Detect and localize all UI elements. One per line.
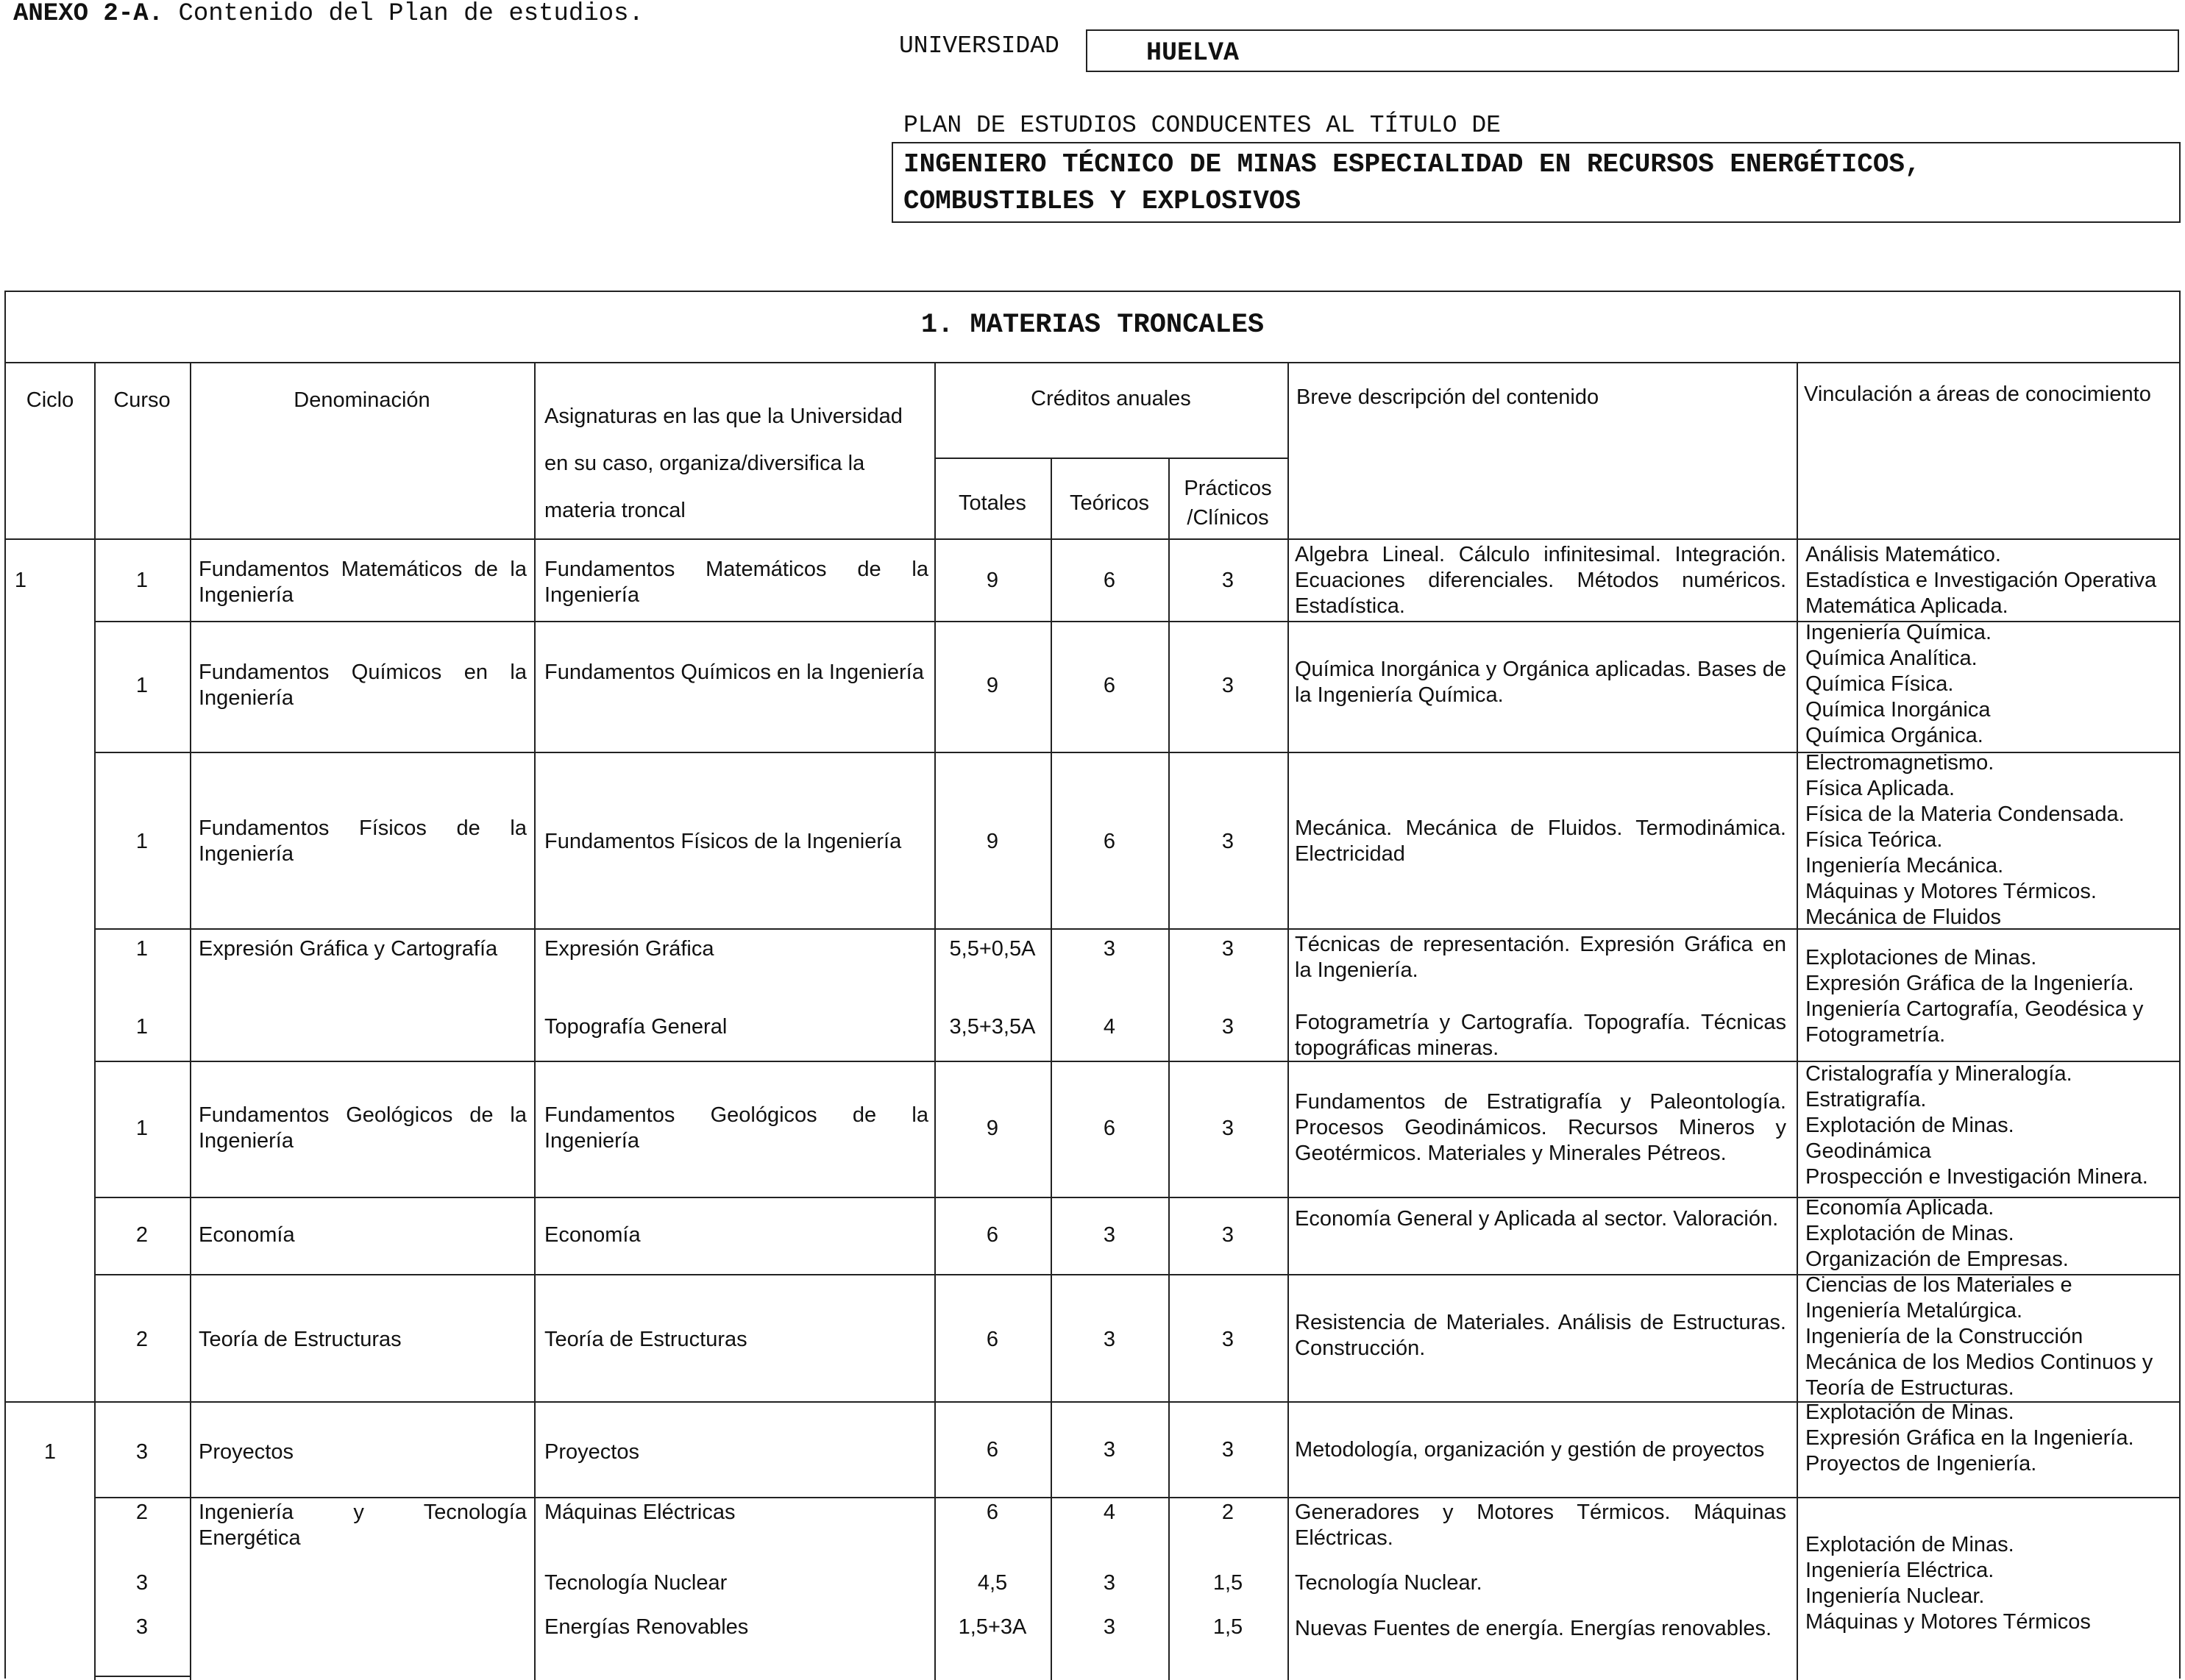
cell-descripcion: Algebra Lineal. Cálculo infinitesimal. Integración. Ecuaciones diferenciales. Métodos numéricos. Estadística.: [1295, 543, 1786, 618]
cell-teoricos: 4: [1103, 1501, 1116, 1524]
cell-area: Ingeniería Nuclear.: [1805, 1584, 1985, 1608]
degree-title: [903, 146, 2169, 220]
divider: [1287, 362, 1289, 1680]
cell-area: Estadística e Investigación Operativa: [1805, 569, 2157, 592]
cell-area: Explotación de Minas.: [1805, 1533, 2014, 1556]
header-vinculacion: Vinculación a áreas de conocimiento: [1804, 382, 2151, 406]
cell-practicos: 3: [1221, 1015, 1234, 1039]
cell-area: Ingeniería Cartografía, Geodésica y: [1805, 997, 2144, 1021]
cell-descripcion: Metodología, organización y gestión de proyectos: [1295, 1438, 1765, 1462]
cell-area: Física Aplicada.: [1805, 777, 1955, 800]
materias-table: [4, 291, 2181, 1679]
cell-area: Química Analítica.: [1805, 647, 1978, 670]
degree-title-box: [892, 142, 2181, 223]
cell-area: Máquinas y Motores Térmicos: [1805, 1610, 2091, 1634]
degree-title-line-1: INGENIERO TÉCNICO DE MINAS ESPECIALIDAD EN RECURSOS ENERGÉTICOS,: [903, 149, 1921, 179]
universidad-label: UNIVERSIDAD: [899, 32, 1059, 60]
cell-asignatura: Fundamentos Físicos de la Ingeniería: [544, 830, 902, 853]
cell-asignatura: Fundamentos Geológicos de la Ingeniería: [544, 1103, 928, 1153]
annex-heading: ANEXO 2-A. Contenido del Plan de estudios.: [13, 0, 644, 28]
header-teoricos: Teóricos: [1070, 491, 1149, 515]
cell-totales: 6: [986, 1438, 999, 1462]
cell-practicos: 3: [1221, 1223, 1234, 1247]
cell-area: Economía Aplicada.: [1805, 1196, 1994, 1220]
divider: [94, 1497, 2179, 1498]
header-practicos-line-1: Prácticos: [1184, 477, 1272, 500]
cell-descripcion: Resistencia de Materiales. Análisis de Estructuras. Construcción.: [1295, 1311, 1786, 1360]
cell-area: Estratigrafía.: [1805, 1088, 1927, 1111]
cell-curso: 1: [135, 569, 149, 592]
cell-teoricos: 6: [1103, 569, 1116, 592]
divider: [94, 1676, 190, 1677]
cell-practicos: 3: [1221, 1117, 1234, 1140]
cell-practicos: 1,5: [1212, 1615, 1243, 1639]
cell-practicos: 2: [1221, 1501, 1234, 1524]
cell-totales: 9: [986, 830, 999, 853]
divider: [1168, 458, 1170, 1680]
cell-teoricos: 6: [1103, 830, 1116, 853]
cell-totales: 1,5+3A: [958, 1615, 1027, 1639]
cell-area: Geodinámica: [1805, 1139, 1931, 1163]
cell-area: Explotación de Minas.: [1805, 1222, 2014, 1245]
cell-practicos: 3: [1221, 1328, 1234, 1351]
universidad-value: HUELVA: [1146, 38, 1240, 68]
header-asignaturas-line-1: Asignaturas en las que la Universidad: [544, 405, 903, 428]
cell-descripcion: Economía General y Aplicada al sector. Valoración.: [1295, 1207, 1779, 1231]
cell-descripcion: Fundamentos de Estratigrafía y Paleontología. Procesos Geodinámicos. Recursos Mineros y Geotérmicos. Materiales y Minerales Pétreos.: [1295, 1090, 1786, 1165]
cell-asignatura: Teoría de Estructuras: [544, 1328, 747, 1351]
cell-area: Física de la Materia Condensada.: [1805, 802, 2125, 826]
cell-asignatura: Fundamentos Matemáticos de la Ingeniería: [544, 558, 928, 607]
cell-area: Explotación de Minas.: [1805, 1400, 2014, 1424]
cell-area: Cristalografía y Mineralogía.: [1805, 1062, 2072, 1086]
header-totales: Totales: [959, 491, 1026, 515]
cell-curso: 3: [135, 1615, 149, 1639]
universidad-box: [1086, 29, 2179, 72]
cell-descripcion: Química Inorgánica y Orgánica aplicadas. Bases de la Ingeniería Química.: [1295, 658, 1786, 707]
divider: [1051, 458, 1052, 1680]
cell-ciclo: 1: [14, 569, 27, 592]
header-asignaturas-line-2: en su caso, organiza/diversifica la: [544, 452, 865, 475]
cell-totales: 6: [986, 1328, 999, 1351]
cell-curso: 1: [135, 674, 149, 697]
cell-area: Mecánica de los Medios Continuos y: [1805, 1350, 2153, 1374]
cell-descripcion: Técnicas de representación. Expresión Gráfica en la Ingeniería.: [1295, 933, 1786, 982]
plan-label: PLAN DE ESTUDIOS CONDUCENTES AL TÍTULO DE: [903, 112, 1501, 139]
cell-practicos: 3: [1221, 1438, 1234, 1462]
cell-descripcion: Nuevas Fuentes de energía. Energías renovables.: [1295, 1617, 1772, 1640]
divider: [190, 362, 191, 1680]
cell-curso: 1: [135, 1117, 149, 1140]
cell-teoricos: 3: [1103, 1571, 1116, 1595]
cell-denominacion: Fundamentos Matemáticos de la Ingeniería: [199, 558, 527, 607]
cell-descripcion: Generadores y Motores Térmicos. Máquinas Eléctricas.: [1295, 1501, 1786, 1550]
cell-area: Química Física.: [1805, 672, 1954, 696]
cell-area: Electromagnetismo.: [1805, 751, 1994, 775]
cell-practicos: 3: [1221, 674, 1234, 697]
cell-area: Ciencias de los Materiales e: [1805, 1273, 2072, 1297]
cell-curso: 1: [135, 937, 149, 961]
cell-ciclo: 1: [43, 1440, 57, 1464]
header-denominacion: Denominación: [294, 388, 430, 412]
divider: [6, 538, 2179, 540]
divider: [534, 362, 536, 1680]
cell-area: Máquinas y Motores Térmicos.: [1805, 880, 2097, 903]
cell-denominacion: Economía: [199, 1223, 295, 1247]
header-descripcion: Breve descripción del contenido: [1296, 385, 1599, 409]
header-creditos: Créditos anuales: [1031, 387, 1191, 410]
cell-area: Expresión Gráfica en la Ingeniería.: [1805, 1426, 2134, 1450]
cell-totales: 9: [986, 674, 999, 697]
section-title: 1. MATERIAS TRONCALES: [920, 310, 1265, 341]
cell-area: Análisis Matemático.: [1805, 543, 2001, 566]
cell-area: Química Orgánica.: [1805, 724, 1983, 747]
cell-area: Ingeniería de la Construcción: [1805, 1325, 2083, 1348]
cell-asignatura: Expresión Gráfica: [544, 937, 714, 961]
cell-curso: 2: [135, 1328, 149, 1351]
cell-area: Ingeniería Metalúrgica.: [1805, 1299, 2022, 1323]
cell-denominacion: Fundamentos Físicos de la Ingeniería: [199, 816, 527, 866]
cell-area: Matemática Aplicada.: [1805, 594, 2008, 618]
cell-descripcion: Tecnología Nuclear.: [1295, 1571, 1482, 1595]
cell-teoricos: 3: [1103, 1438, 1116, 1462]
cell-area: Prospección e Investigación Minera.: [1805, 1165, 2148, 1189]
cell-area: Expresión Gráfica de la Ingeniería.: [1805, 972, 2134, 995]
cell-asignatura: Topografía General: [544, 1015, 728, 1039]
cell-teoricos: 6: [1103, 674, 1116, 697]
cell-denominacion: Fundamentos Químicos en la Ingeniería: [199, 661, 527, 710]
cell-area: Química Inorgánica: [1805, 698, 1991, 722]
cell-totales: 4,5: [977, 1571, 1008, 1595]
cell-area: Explotación de Minas.: [1805, 1114, 2014, 1137]
cell-totales: 6: [986, 1501, 999, 1524]
cell-denominacion: Proyectos: [199, 1440, 294, 1464]
cell-practicos: 1,5: [1212, 1571, 1243, 1595]
cell-teoricos: 3: [1103, 1328, 1116, 1351]
cell-asignatura: Fundamentos Químicos en la Ingeniería: [544, 661, 924, 684]
header-asignaturas-line-3: materia troncal: [544, 499, 686, 522]
cell-curso: 2: [135, 1501, 149, 1524]
cell-area: Fotogrametría.: [1805, 1023, 1946, 1047]
cell-area: Proyectos de Ingeniería.: [1805, 1452, 2037, 1476]
cell-curso: 3: [135, 1440, 149, 1464]
divider: [934, 458, 1287, 459]
cell-area: Explotaciones de Minas.: [1805, 946, 2037, 969]
cell-teoricos: 3: [1103, 1615, 1116, 1639]
cell-area: Ingeniería Eléctrica.: [1805, 1559, 1994, 1582]
divider: [6, 362, 2179, 363]
cell-totales: 9: [986, 1117, 999, 1140]
cell-curso: 3: [135, 1571, 149, 1595]
header-curso: Curso: [113, 388, 171, 412]
cell-practicos: 3: [1221, 569, 1234, 592]
cell-totales: 9: [986, 569, 999, 592]
cell-curso: 2: [135, 1223, 149, 1247]
cell-area: Mecánica de Fluidos: [1805, 905, 2001, 929]
cell-teoricos: 3: [1103, 1223, 1116, 1247]
cell-curso: 1: [135, 1015, 149, 1039]
cell-descripcion: Mecánica. Mecánica de Fluidos. Termodinámica. Electricidad: [1295, 816, 1786, 866]
cell-area: Ingeniería Mecánica.: [1805, 854, 2004, 878]
cell-area: Ingeniería Química.: [1805, 621, 1992, 644]
cell-teoricos: 3: [1103, 937, 1116, 961]
degree-title-line-2: COMBUSTIBLES Y EXPLOSIVOS: [903, 186, 1301, 216]
header-practicos-line-2: /Clínicos: [1187, 506, 1269, 530]
cell-teoricos: 4: [1103, 1015, 1116, 1039]
cell-denominacion: Teoría de Estructuras: [199, 1328, 402, 1351]
cell-area: Física Teórica.: [1805, 828, 1943, 852]
cell-practicos: 3: [1221, 937, 1234, 961]
cell-asignatura: Tecnología Nuclear: [544, 1571, 728, 1595]
header-ciclo: Ciclo: [26, 388, 74, 412]
cell-asignatura: Economía: [544, 1223, 641, 1247]
divider: [1797, 362, 1798, 1680]
cell-totales: 3,5+3,5A: [949, 1015, 1036, 1039]
cell-denominacion: Ingeniería y Tecnología Energética: [199, 1501, 527, 1550]
cell-curso: 1: [135, 830, 149, 853]
cell-teoricos: 6: [1103, 1117, 1116, 1140]
cell-denominacion: Fundamentos Geológicos de la Ingeniería: [199, 1103, 527, 1153]
cell-area: Teoría de Estructuras.: [1805, 1376, 2014, 1400]
cell-totales: 5,5+0,5A: [949, 937, 1036, 961]
cell-descripcion: Fotogrametría y Cartografía. Topografía. Técnicas topográficas mineras.: [1295, 1011, 1786, 1060]
cell-asignatura: Máquinas Eléctricas: [544, 1501, 736, 1524]
cell-practicos: 3: [1221, 830, 1234, 853]
cell-area: Organización de Empresas.: [1805, 1247, 2069, 1271]
cell-asignatura: Proyectos: [544, 1440, 639, 1464]
cell-asignatura: Energías Renovables: [544, 1615, 749, 1639]
cell-totales: 6: [986, 1223, 999, 1247]
cell-denominacion: Expresión Gráfica y Cartografía: [199, 937, 498, 961]
